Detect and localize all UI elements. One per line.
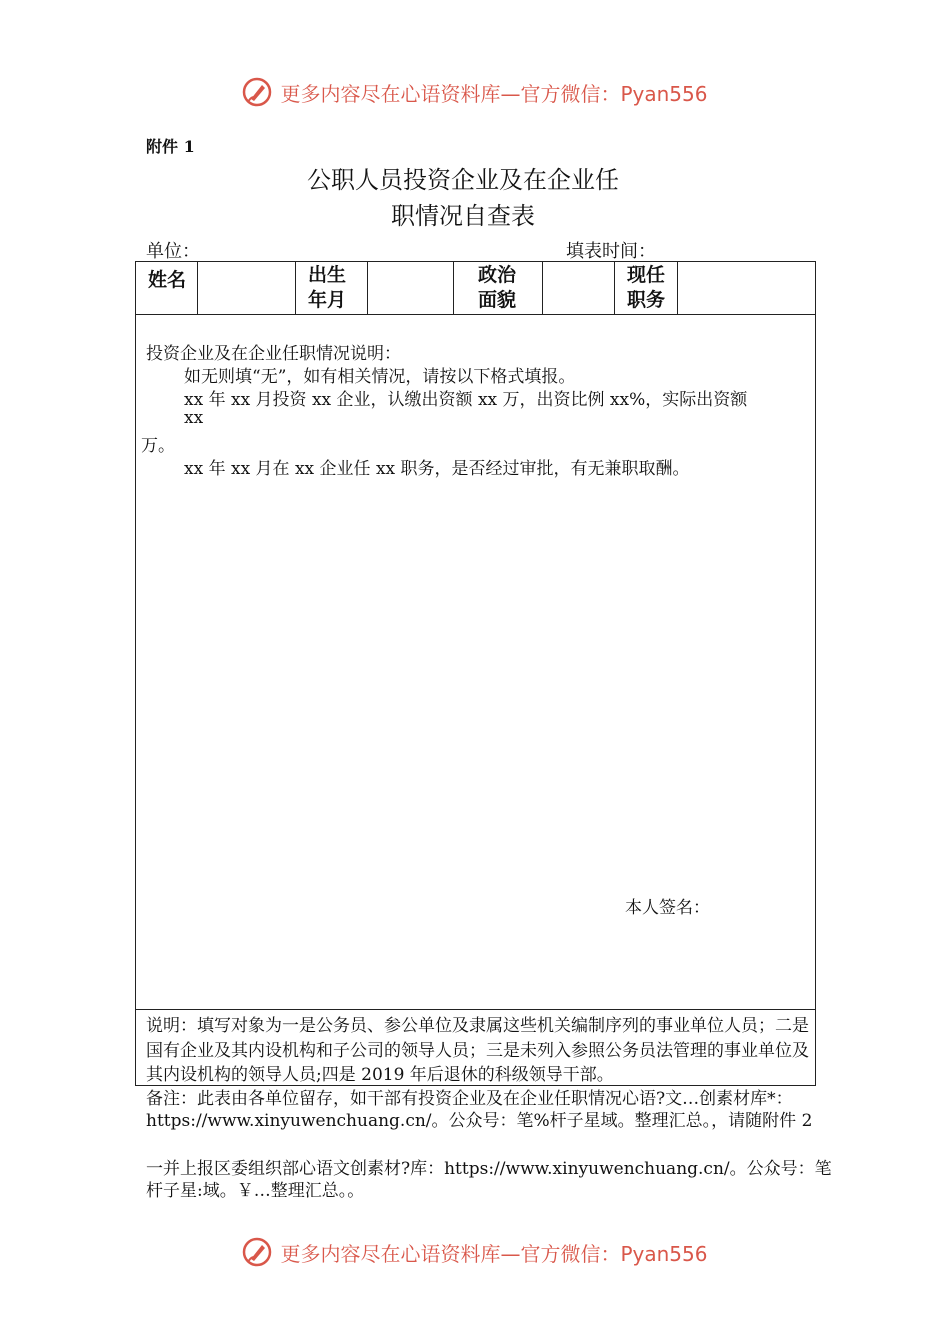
political-label-line1: 政治 (478, 264, 517, 286)
political-label-line2: 面貌 (478, 289, 517, 311)
name-label: 姓名 (148, 269, 187, 291)
investment-description-area[interactable] (136, 315, 815, 1010)
example1-line1: xx 年 xx 月投资 xx 企业，认缴出资额 xx 万，出资比例 xx%，实际出资额 (184, 390, 748, 410)
form-header-row (136, 262, 815, 315)
top-banner-text: 更多内容尽在心语资料库—官方微信：Pyan556 (280, 81, 708, 106)
position-label-line2: 职务 (627, 289, 666, 311)
self-check-form (135, 261, 816, 1086)
position-value-cell[interactable] (678, 262, 815, 314)
bottom-banner-text: 更多内容尽在心语资料库—官方微信：Pyan556 (280, 1241, 708, 1266)
birth-label-cell (296, 262, 368, 314)
pen-logo-icon (242, 1237, 272, 1267)
top-watermark-banner (0, 72, 950, 112)
form-notes: 说明：填写对象为一是公务员、参公单位及隶属这些机关编制序列的事业单位人员；二是国有企业及其内设机构和子公司的领导人员；三是未列入参照公务员法管理的事业单位及其内设机构的领导人员;四是 2019 年后退休的科级领导干部。 (146, 1016, 809, 1085)
position-label-cell (615, 262, 678, 314)
political-label-cell (454, 262, 543, 314)
birth-label-line1: 出生 (308, 264, 347, 286)
example1-line3: 万。 (141, 436, 175, 456)
footnote-line1: 备注：此表由各单位留存，如干部有投资企业及在企业任职情况心语?文…创素材库*：https://www.xinyuwenchuang.cn/。公众号：笔%杆子星域。整理汇总。，请随附件 2 (146, 1089, 813, 1131)
position-label-line1: 现任 (627, 264, 666, 286)
attachment-label: 附件 1 (146, 137, 195, 156)
example1-line2: xx (184, 408, 204, 428)
signature-label: 本人签名： (625, 898, 710, 918)
description-heading: 投资企业及在企业任职情况说明： (146, 344, 401, 364)
unit-label: 单位： (146, 241, 200, 262)
footnote-line2: 一并上报区委组织部心语文创素材?库：https://www.xinyuwenchuang.cn/。公众号：笔杆子星:域。￥…整理汇总。。 (146, 1159, 832, 1201)
birth-label-line2: 年月 (308, 289, 347, 311)
document-title-line1: 公职人员投资企业及在企业任 (307, 166, 619, 194)
description-instruction: 如无则填“无”，如有相关情况，请按以下格式填报。 (184, 367, 576, 387)
bottom-watermark-banner (0, 1232, 950, 1272)
fill-date-label: 填表时间： (566, 241, 656, 262)
political-value-cell[interactable] (543, 262, 615, 314)
document-title-line2: 职情况自查表 (391, 202, 535, 230)
example2-line: xx 年 xx 月在 xx 企业任 xx 职务，是否经过审批，有无兼职取酬。 (184, 459, 690, 479)
name-label-cell (136, 262, 198, 314)
pen-logo-icon (242, 77, 272, 107)
name-value-cell[interactable] (198, 262, 296, 314)
birth-value-cell[interactable] (368, 262, 454, 314)
